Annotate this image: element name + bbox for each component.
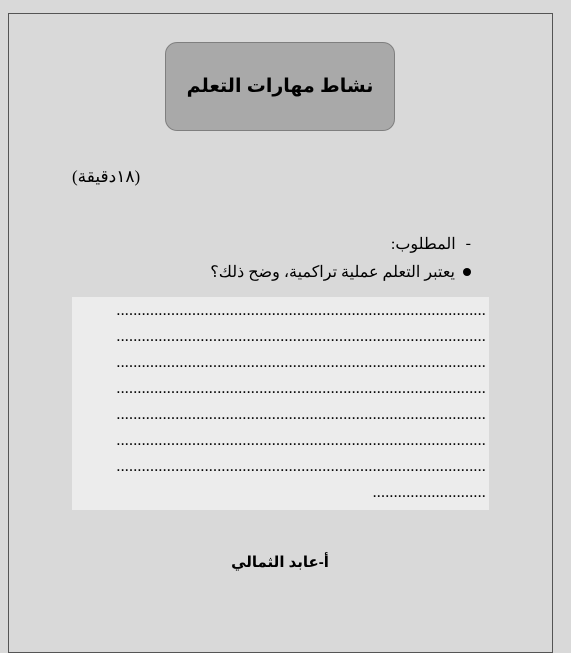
answer-line: ........................................................................................ bbox=[116, 380, 486, 397]
answer-line: ........................................................................................ bbox=[116, 328, 486, 345]
question-item bbox=[210, 262, 471, 282]
answer-line: ........................................................................................ bbox=[116, 406, 486, 423]
required-label: المطلوب: bbox=[390, 236, 456, 253]
required-dash: - bbox=[465, 235, 471, 252]
answer-line: ........................................................................................ bbox=[116, 432, 486, 449]
activity-title-box bbox=[165, 42, 395, 131]
question-text: يعتبر التعلم عملية تراكمية، وضح ذلك؟ bbox=[210, 264, 455, 281]
answer-line: ........................................................................................ bbox=[116, 458, 486, 475]
activity-title: نشاط مهارات التعلم bbox=[186, 76, 374, 97]
required-heading bbox=[391, 234, 471, 254]
answer-line: ........................................................................................ bbox=[116, 354, 486, 371]
answer-line: ........................... bbox=[372, 484, 486, 501]
author-name: أ-عابد الثمالي bbox=[231, 554, 329, 571]
answer-line: ........................................................................................ bbox=[116, 302, 486, 319]
bullet-icon bbox=[463, 268, 471, 276]
answer-area bbox=[72, 297, 489, 510]
activity-duration: (١٨دقيقة) bbox=[72, 167, 141, 186]
